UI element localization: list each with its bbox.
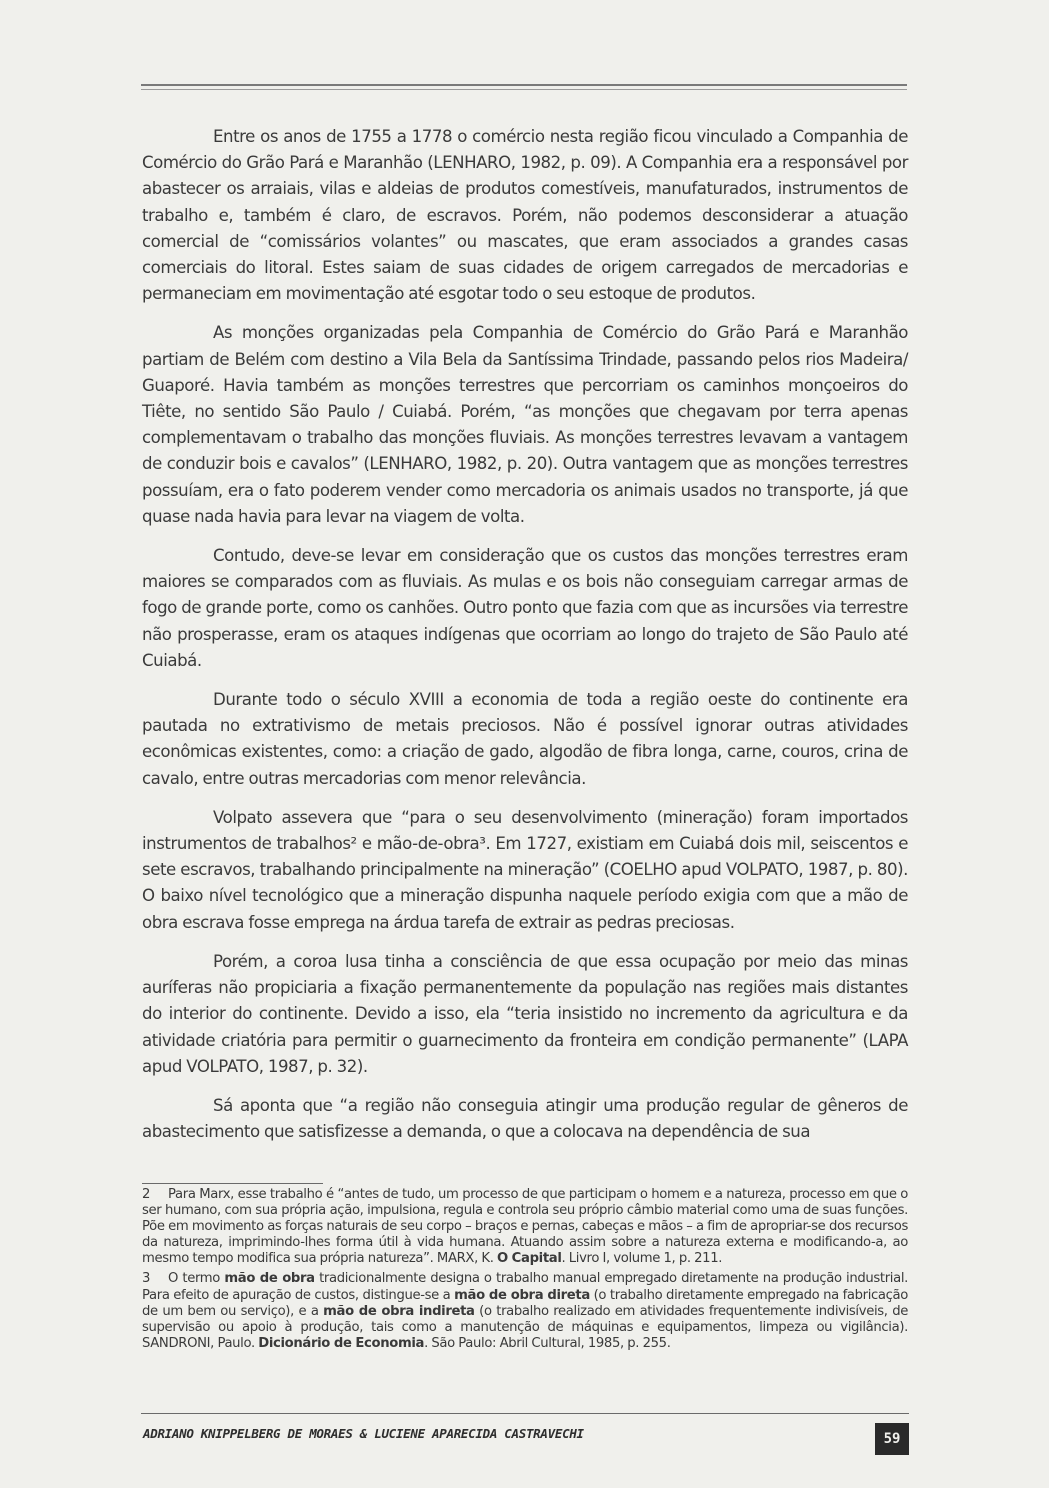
footnote-number: 2 xyxy=(142,1187,151,1202)
page-number: 59 xyxy=(875,1423,909,1455)
footnote-text: O termo xyxy=(168,1271,225,1287)
paragraph: Volpato assevera que “para o seu desenvolvimento (mineração) foram importados instrumentos de trabalhos² e mão-de-obra³. Em 1727, existiam em Cuiabá dois mil, seiscentos e sete escravos, trabalhando principalmente na mineração” (COELHO apud VOLPATO, 1987, p. 80). O baixo nível tecnológico que a mineração dispunha naquele período exigia com que a mão de obra escrava fosse emprega na árdua tarefa de extrair as pedras preciosas. xyxy=(142,807,908,932)
footnote-separator xyxy=(142,1183,323,1184)
footnote-text: (o trabalho diretamente empregado na fabricação de um bem ou serviço), e a xyxy=(142,1287,909,1319)
footnote-text: . São Paulo: Abril Cultural, 1985, p. 255. xyxy=(424,1335,671,1351)
footnote-bold: O Capital xyxy=(496,1251,562,1267)
footer-rule xyxy=(141,1413,909,1414)
header-rule xyxy=(141,84,907,90)
body-text xyxy=(142,124,908,1158)
footnote-3 xyxy=(142,1271,908,1351)
footer-authors: ADRIANO KNIPPELBERG DE MORAES & LUCIENE APARECIDA CASTRAVECHI xyxy=(143,1426,584,1441)
footnote-text: Para Marx, esse trabalho é “antes de tudo, um processo de que participam o homem e a natureza, processo em que o ser humano, com sua própria ação, impulsiona, regula e controla seu próprio câmbio material como uma de suas funções. Põe em movimento as forças naturais de seu corpo – braços e pernas, cabeças e mãos – a fim de apropriar-se dos recursos da natureza, imprimindo-lhes forma útil à vida humana. Atuando assim sobre a natureza externa e modificando-a, ao mesmo tempo modifica sua própria natureza”. MARX, K. xyxy=(142,1187,908,1267)
paragraph: Sá aponta que “a região não conseguia atingir uma produção regular de gêneros de abastecimento que satisfizesse a demanda, o que a colocava na dependência de sua xyxy=(142,1095,908,1142)
footnote-text: . Livro I, volume 1, p. 211. xyxy=(561,1251,723,1267)
footnotes xyxy=(142,1187,908,1356)
paragraph: Contudo, deve-se levar em consideração que os custos das monções terrestres eram maiores se comparados com as fluviais. As mulas e os bois não conseguiam carregar armas de fogo de grande porte, como os canhões. Outro ponto que fazia com que as incursões via terrestre não prosperasse, eram os ataques indígenas que ocorriam ao longo do trajeto de São Paulo até Cuiabá. xyxy=(142,546,908,670)
paragraph: Entre os anos de 1755 a 1778 o comércio nesta região ficou vinculado a Companhia de Comércio do Grão Pará e Maranhão (LENHARO, 1982, p. 09). A Companhia era a responsável por abastecer os arraiais, vilas e aldeias de produtos comestíveis, manufaturados, instrumentos de trabalho e, também é claro, de escravos. Porém, não podemos desconsiderar a atuação comercial de “comissários volantes” ou mascates, que eram associados a grandes casas comerciais do litoral. Estes saiam de suas cidades de origem carregados de mercadorias e permaneciam em movimentação até esgotar todo o seu estoque de produtos. xyxy=(142,127,908,304)
paragraph: Durante todo o século XVIII a economia de toda a região oeste do continente era pautada no extrativismo de metais preciosos. Não é possível ignorar outras atividades econômicas existentes, como: a criação de gado, algodão de fibra longa, carne, couros, crina de cavalo, entre outras mercadorias com menor relevância. xyxy=(142,690,908,788)
footnote-bold: Dicionário de Economia xyxy=(258,1335,425,1351)
footnote-bold: mão de obra xyxy=(224,1271,315,1287)
footnote-number: 3 xyxy=(142,1271,151,1287)
footnote-bold: mão de obra direta xyxy=(454,1287,590,1303)
footnote-text: (o trabalho realizado em atividades frequentemente indivisíveis, de supervisão ou apoio à produção, tais como a manutenção de máquinas e equipamentos, limpeza ou vigilância). SANDRONI, Paulo. xyxy=(142,1303,908,1351)
paragraph: As monções organizadas pela Companhia de Comércio do Grão Pará e Maranhão partiam de Belém com destino a Vila Bela da Santíssima Trindade, passando pelos rios Madeira/ Guaporé. Havia também as monções terrestres que percorriam os caminhos monçoeiros do Tiête, no sentido São Paulo / Cuiabá. Porém, “as monções que chegavam por terra apenas complementavam o trabalho das monções fluviais. As monções terrestres levavam a vantagem de conduzir bois e cavalos” (LENHARO, 1982, p. 20). Outra vantagem que as monções terrestres possuíam, era o fato poderem vender como mercadoria os animais usados no transporte, já que quase nada havia para levar na viagem de volta. xyxy=(142,323,908,526)
footnote-bold: mão de obra indireta xyxy=(323,1303,475,1319)
paragraph: Porém, a coroa lusa tinha a consciência de que essa ocupação por meio das minas auríferas não propiciaria a fixação permanentemente da população nas regiões mais distantes do interior do continente. Devido a isso, ela “teria insistido no incremento da agricultura e da atividade criatória para permitir o guarnecimento da fronteira em condição permanente” (LAPA apud VOLPATO, 1987, p. 32). xyxy=(142,951,908,1076)
footnote-text: tradicionalmente designa o trabalho manual empregado diretamente na produção industrial. Para efeito de apuração de custos, distingue-se a xyxy=(142,1271,908,1303)
footnote-2 xyxy=(142,1187,908,1267)
